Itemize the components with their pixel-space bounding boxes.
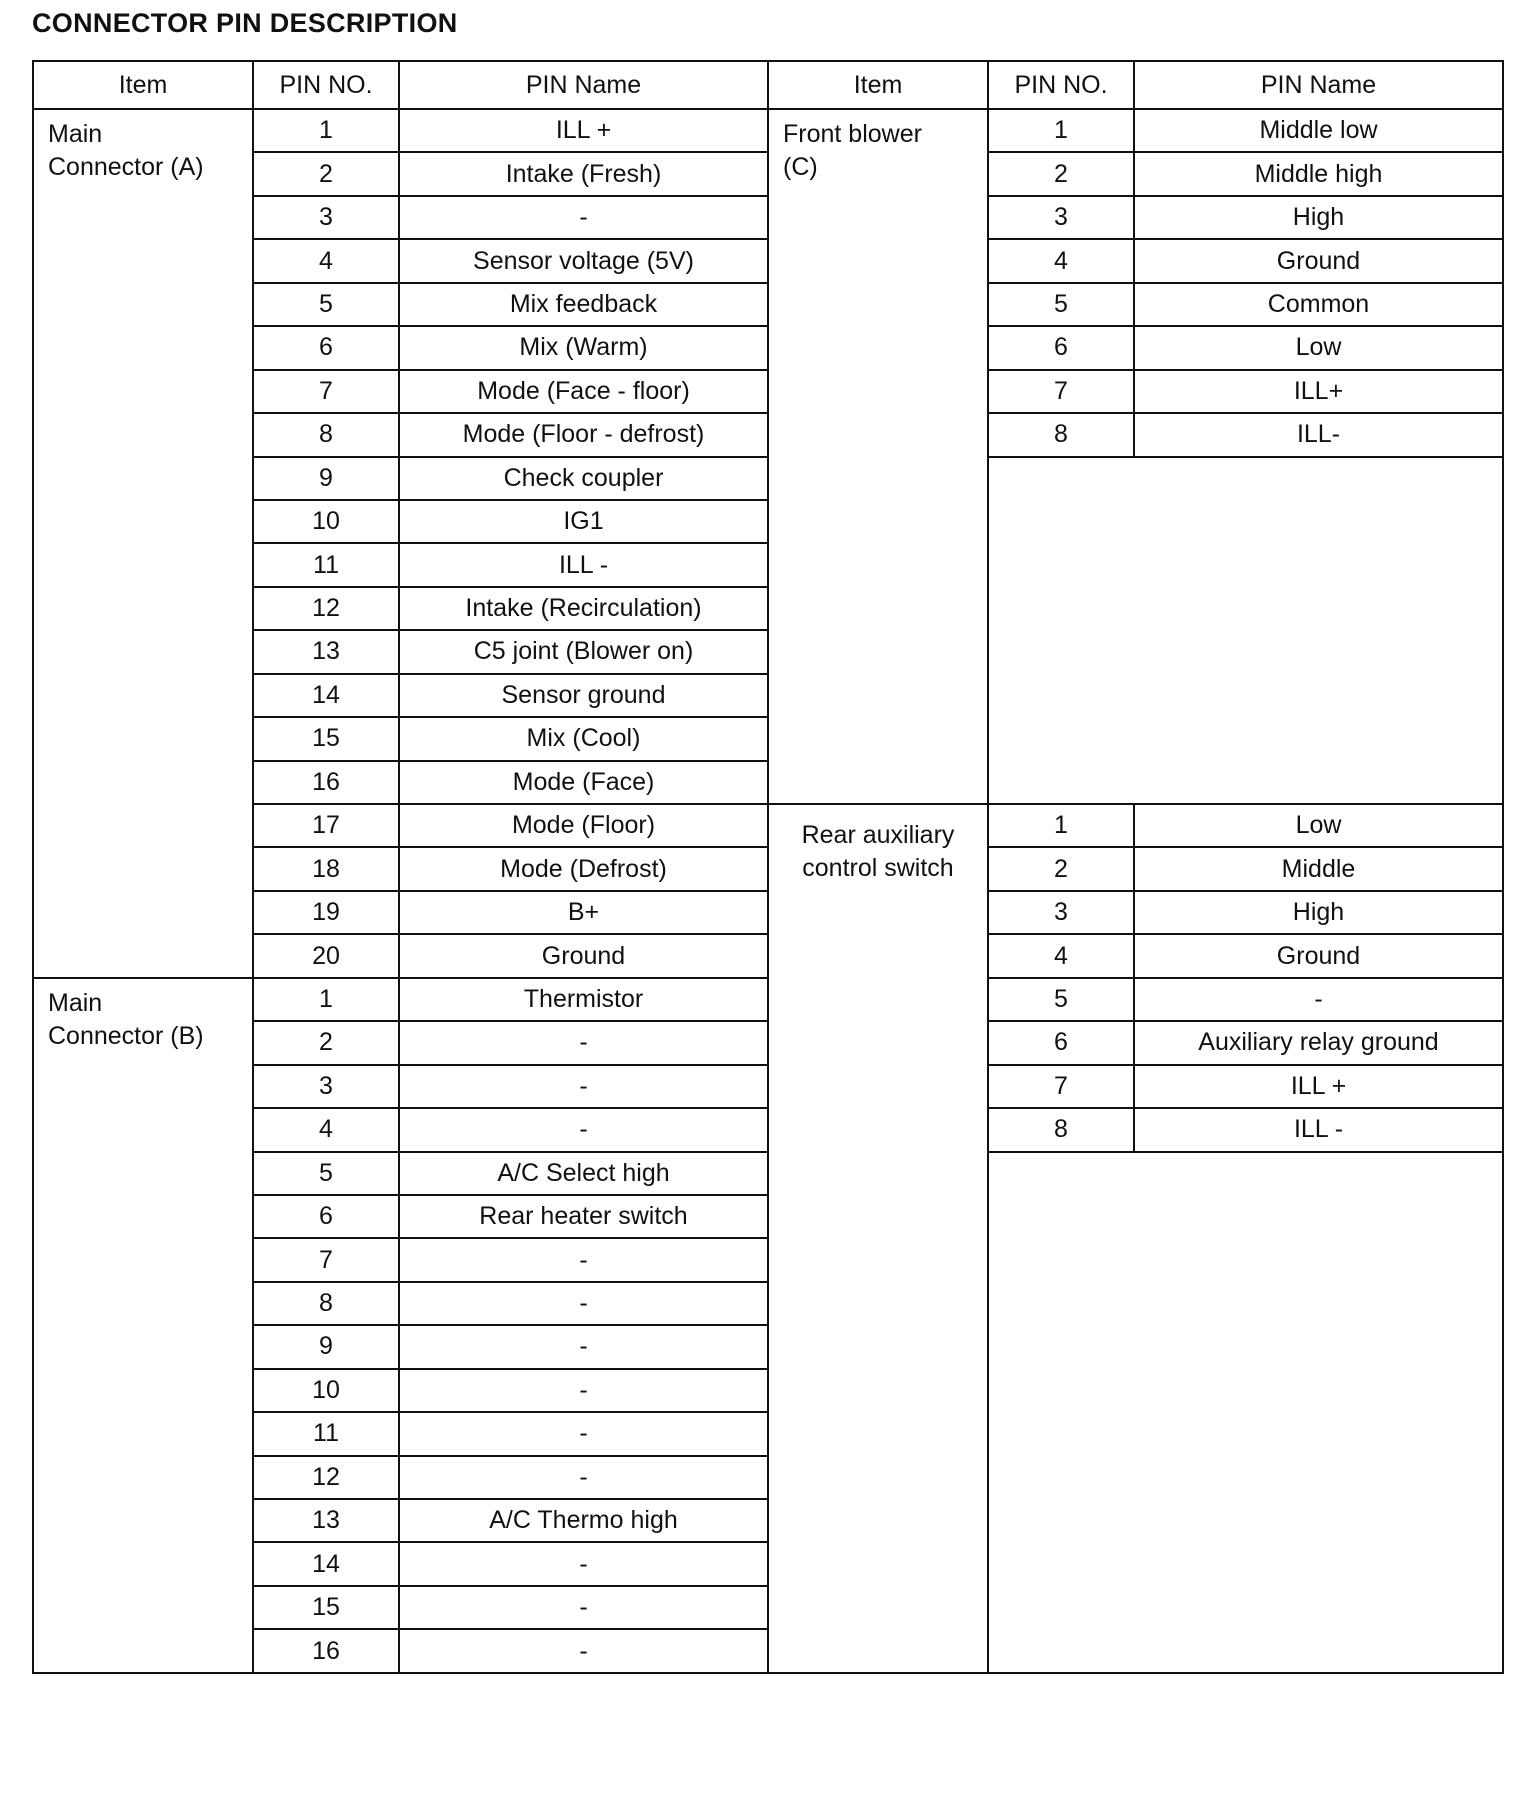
left-pin-name: - bbox=[399, 1021, 768, 1064]
right-pin-no: 4 bbox=[988, 934, 1134, 977]
left-pin-name: ILL + bbox=[399, 109, 768, 152]
left-pin-no: 17 bbox=[253, 804, 399, 847]
left-item-cell: Main Connector (A) bbox=[33, 109, 253, 978]
header-pin-name-right: PIN Name bbox=[1134, 61, 1503, 109]
left-pin-no: 15 bbox=[253, 717, 399, 760]
left-pin-no: 5 bbox=[253, 1152, 399, 1195]
left-pin-name: Mode (Face - floor) bbox=[399, 370, 768, 413]
table-row bbox=[33, 804, 1503, 847]
left-pin-name: A/C Select high bbox=[399, 1152, 768, 1195]
left-pin-name: Thermistor bbox=[399, 978, 768, 1021]
connector-pin-table bbox=[32, 60, 1504, 1674]
left-pin-no: 10 bbox=[253, 1369, 399, 1412]
left-pin-no: 2 bbox=[253, 1021, 399, 1064]
right-pin-no: 8 bbox=[988, 1108, 1134, 1151]
right-pin-name: Middle bbox=[1134, 847, 1503, 890]
left-item-cell: Main Connector (B) bbox=[33, 978, 253, 1673]
pin-table-body bbox=[33, 109, 1503, 1673]
right-pin-no: 5 bbox=[988, 283, 1134, 326]
left-pin-name: B+ bbox=[399, 891, 768, 934]
left-pin-no: 16 bbox=[253, 761, 399, 804]
left-pin-name: Mode (Defrost) bbox=[399, 847, 768, 890]
left-pin-name: Mix (Cool) bbox=[399, 717, 768, 760]
right-pin-name: High bbox=[1134, 196, 1503, 239]
right-pin-name: Low bbox=[1134, 804, 1503, 847]
right-pin-name: ILL + bbox=[1134, 1065, 1503, 1108]
page-title: CONNECTOR PIN DESCRIPTION bbox=[32, 8, 458, 38]
right-pin-no: 7 bbox=[988, 1065, 1134, 1108]
left-pin-name: - bbox=[399, 1456, 768, 1499]
left-pin-no: 12 bbox=[253, 1456, 399, 1499]
left-pin-name: - bbox=[399, 1282, 768, 1325]
left-pin-name: - bbox=[399, 1065, 768, 1108]
right-pin-name: Common bbox=[1134, 283, 1503, 326]
left-pin-no: 9 bbox=[253, 1325, 399, 1368]
left-pin-name: - bbox=[399, 1542, 768, 1585]
left-pin-name: - bbox=[399, 1108, 768, 1151]
right-pin-name: - bbox=[1134, 978, 1503, 1021]
left-pin-name: - bbox=[399, 1586, 768, 1629]
right-pin-no: 1 bbox=[988, 804, 1134, 847]
left-pin-name: A/C Thermo high bbox=[399, 1499, 768, 1542]
left-pin-name: Intake (Fresh) bbox=[399, 152, 768, 195]
left-pin-no: 3 bbox=[253, 196, 399, 239]
left-pin-no: 4 bbox=[253, 239, 399, 282]
right-pin-no: 4 bbox=[988, 239, 1134, 282]
left-pin-no: 3 bbox=[253, 1065, 399, 1108]
left-pin-no: 5 bbox=[253, 283, 399, 326]
left-pin-no: 1 bbox=[253, 978, 399, 1021]
right-pin-name: Ground bbox=[1134, 934, 1503, 977]
left-pin-no: 6 bbox=[253, 326, 399, 369]
right-item-cell: Front blower (C) bbox=[768, 109, 988, 804]
left-pin-no: 8 bbox=[253, 413, 399, 456]
right-pin-no: 7 bbox=[988, 370, 1134, 413]
left-pin-no: 20 bbox=[253, 934, 399, 977]
left-pin-name: Sensor voltage (5V) bbox=[399, 239, 768, 282]
right-pin-no: 3 bbox=[988, 196, 1134, 239]
left-pin-name: Ground bbox=[399, 934, 768, 977]
left-pin-name: Mode (Face) bbox=[399, 761, 768, 804]
left-pin-no: 7 bbox=[253, 1238, 399, 1281]
header-pin-no-right: PIN NO. bbox=[988, 61, 1134, 109]
right-item-cell: Rear auxiliary control switch bbox=[768, 804, 988, 1673]
right-pin-name: Ground bbox=[1134, 239, 1503, 282]
left-pin-name: Mix feedback bbox=[399, 283, 768, 326]
right-pin-name: Auxiliary relay ground bbox=[1134, 1021, 1503, 1064]
right-pin-no: 1 bbox=[988, 109, 1134, 152]
left-pin-no: 8 bbox=[253, 1282, 399, 1325]
left-pin-no: 12 bbox=[253, 587, 399, 630]
right-pin-no: 6 bbox=[988, 1021, 1134, 1064]
left-pin-no: 1 bbox=[253, 109, 399, 152]
left-pin-name: - bbox=[399, 196, 768, 239]
left-pin-no: 9 bbox=[253, 457, 399, 500]
left-pin-name: - bbox=[399, 1325, 768, 1368]
left-pin-name: IG1 bbox=[399, 500, 768, 543]
left-pin-name: Intake (Recirculation) bbox=[399, 587, 768, 630]
right-pin-no: 2 bbox=[988, 847, 1134, 890]
left-pin-name: Check coupler bbox=[399, 457, 768, 500]
header-pin-no-left: PIN NO. bbox=[253, 61, 399, 109]
left-pin-no: 16 bbox=[253, 1629, 399, 1672]
header-row bbox=[33, 61, 1503, 109]
left-pin-name: Rear heater switch bbox=[399, 1195, 768, 1238]
right-pin-no: 5 bbox=[988, 978, 1134, 1021]
left-pin-name: Sensor ground bbox=[399, 674, 768, 717]
left-pin-no: 4 bbox=[253, 1108, 399, 1151]
right-pin-no: 8 bbox=[988, 413, 1134, 456]
empty-cell bbox=[988, 1152, 1503, 1673]
left-pin-name: Mode (Floor - defrost) bbox=[399, 413, 768, 456]
left-pin-no: 13 bbox=[253, 1499, 399, 1542]
left-pin-name: - bbox=[399, 1238, 768, 1281]
left-pin-name: Mode (Floor) bbox=[399, 804, 768, 847]
left-pin-no: 10 bbox=[253, 500, 399, 543]
left-pin-name: - bbox=[399, 1412, 768, 1455]
left-pin-no: 11 bbox=[253, 543, 399, 586]
right-pin-no: 6 bbox=[988, 326, 1134, 369]
table-row bbox=[33, 109, 1503, 152]
left-pin-name: ILL - bbox=[399, 543, 768, 586]
right-pin-name: Low bbox=[1134, 326, 1503, 369]
right-pin-no: 2 bbox=[988, 152, 1134, 195]
left-pin-no: 11 bbox=[253, 1412, 399, 1455]
left-pin-no: 2 bbox=[253, 152, 399, 195]
left-pin-no: 15 bbox=[253, 1586, 399, 1629]
header-item-right: Item bbox=[768, 61, 988, 109]
right-pin-name: High bbox=[1134, 891, 1503, 934]
right-pin-name: ILL - bbox=[1134, 1108, 1503, 1151]
empty-cell bbox=[988, 457, 1503, 805]
right-pin-no: 3 bbox=[988, 891, 1134, 934]
left-pin-no: 14 bbox=[253, 674, 399, 717]
right-pin-name: ILL- bbox=[1134, 413, 1503, 456]
left-pin-name: - bbox=[399, 1369, 768, 1412]
left-pin-name: C5 joint (Blower on) bbox=[399, 630, 768, 673]
header-pin-name-left: PIN Name bbox=[399, 61, 768, 109]
right-pin-name: Middle low bbox=[1134, 109, 1503, 152]
left-pin-no: 6 bbox=[253, 1195, 399, 1238]
left-pin-no: 7 bbox=[253, 370, 399, 413]
left-pin-name: Mix (Warm) bbox=[399, 326, 768, 369]
right-pin-name: Middle high bbox=[1134, 152, 1503, 195]
left-pin-no: 19 bbox=[253, 891, 399, 934]
left-pin-no: 14 bbox=[253, 1542, 399, 1585]
header-item-left: Item bbox=[33, 61, 253, 109]
left-pin-no: 18 bbox=[253, 847, 399, 890]
right-pin-name: ILL+ bbox=[1134, 370, 1503, 413]
left-pin-no: 13 bbox=[253, 630, 399, 673]
left-pin-name: - bbox=[399, 1629, 768, 1672]
